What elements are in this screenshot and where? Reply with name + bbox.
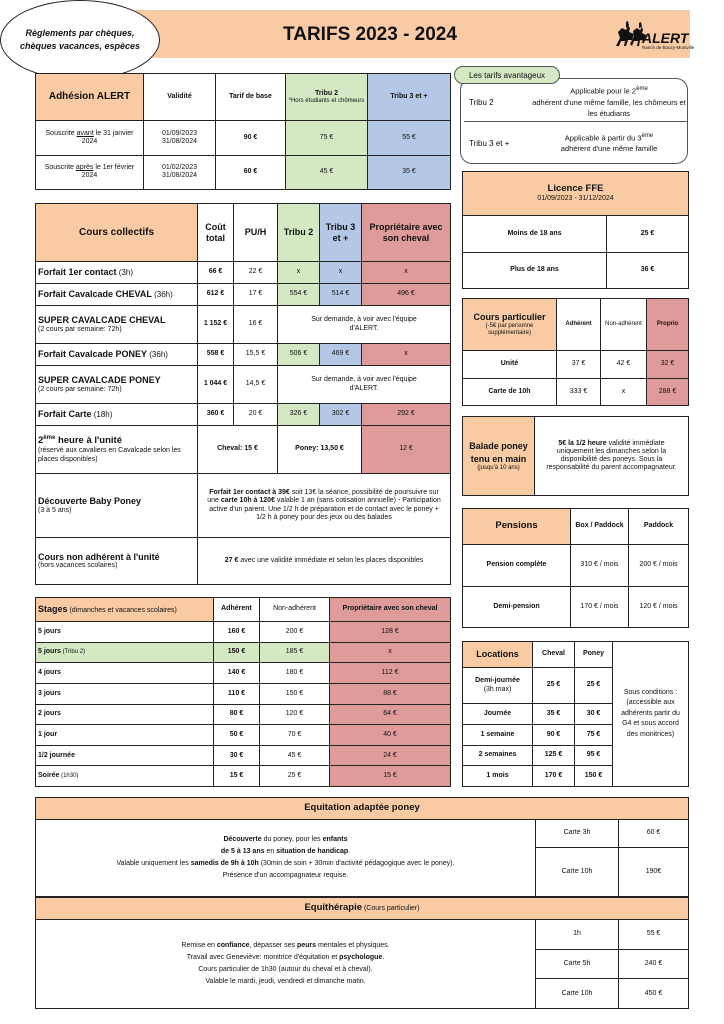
stages-row: 2 jours 80 € 120 € 64 €	[36, 704, 451, 725]
balade-text: 5€ la 1/2 heure validité immédiate uniquement les dimanches selon la disponibilité des poneys. Sous la responsabilité du parent accompagnateur.	[535, 417, 689, 496]
locations-table: Locations Cheval Poney Sous conditions : (accessible aux adhérents partir du G4 et sous accord des monitrices) Demi-journée (3h max) 25 € 25 € Journée 35 € 30 € 1 semaine 90 € 75 € 2 semaines 125 € 95 € 1 mois 170 € 150 €	[462, 641, 688, 787]
pensions-table: Pensions Box / Paddock Paddock Pension complète 310 € / mois 200 € / mois Demi-pension 170 € / mois 120 € / mois	[462, 508, 688, 628]
equitation-row: Découverte du poney, pour les enfants de 5 à 13 ans en situation de handicap. Valable uniquement les samedis de 9h à 10h (30min de soin + 30min d'activité pédagogique avec le poney). Présence d'un accompagnateur requise. Carte 3h 60 €	[36, 820, 689, 848]
adhesion-validity-header: Validité	[144, 74, 216, 121]
adhesion-tribu2-header: Tribu 2 *Hors étudiants et chômeurs	[286, 74, 368, 121]
cours-row-cavalcade-cheval: Forfait Cavalcade CHEVAL (36h) 612 € 17 € 554 € 514 € 496 €	[36, 284, 451, 306]
avantages-tribu2: Tribu 2 Applicable pour le 2ème adhérent d'une même famille, les chômeurs et les étudiants	[469, 85, 686, 118]
cours-collectifs-table	[35, 203, 450, 585]
adhesion-row-tribu3: 55 €	[368, 121, 451, 156]
adhesion-row	[36, 121, 451, 156]
avantages-title: Les tarifs avantageux	[454, 66, 560, 84]
ffe-header: Licence FFE 01/09/2023 - 31/12/2024	[463, 172, 689, 216]
adhesion-row-base: 90 €	[216, 121, 286, 156]
stages-row: 5 jours (Tribu 2) 150 € 185 € x	[36, 642, 451, 663]
stages-row: 1/2 journée 30 € 45 € 24 €	[36, 745, 451, 766]
cours-particulier-table: Cours particulier (-5€ par personne supplémentaire) Adhérent Non-adhérent Proprio Unité 37 € 42 € 32 € Carte de 10h 333 € x 288 €	[462, 298, 688, 406]
locations-conditions: Sous conditions : (accessible aux adhérents partir du G4 et sous accord des monitrices)	[613, 642, 689, 787]
locations-row: 2 semaines 125 € 95 €	[463, 745, 689, 766]
adhesion-row-tribu2: 75 €	[286, 121, 368, 156]
pensions-row: Pension complète 310 € / mois 200 € / mois	[463, 545, 689, 587]
particulier-row: Unité 37 € 42 € 32 €	[463, 351, 689, 379]
equitation-adaptee-table	[35, 797, 688, 897]
pensions-row: Demi-pension 170 € / mois 120 € / mois	[463, 586, 689, 628]
cours-row-carte: Forfait Carte (18h) 360 € 20 € 326 € 302 € 292 €	[36, 404, 451, 426]
stages-row: Soirée (1h30) 15 € 25 € 15 €	[36, 766, 451, 787]
cours-title: Cours collectifs	[36, 204, 198, 262]
adhesion-tribu3-header: Tribu 3 et +	[368, 74, 451, 121]
stages-row: 5 jours 160 € 200 € 128 €	[36, 622, 451, 643]
ffe-row: Plus de 18 ans 36 €	[463, 252, 689, 289]
cours-total-header: Coût total	[198, 204, 234, 262]
adhesion-title: Adhésion ALERT	[36, 74, 144, 121]
cours-tribu3-header: Tribu 3 et +	[320, 204, 362, 262]
stages-title: Stages (dimanches et vacances scolaires)	[36, 598, 214, 622]
equitherapie-row: Remise en confiance, dépasser ses peurs mentales et physiques. Travail avec Geneviève: monitrice d'équitation et psychologue. Cours particulier de 1h30 (autour du cheval et à cheval). Valable le mardi, jeudi, vendredi et dimanche matin. 1h 55 €	[36, 920, 689, 950]
balade-table	[462, 416, 688, 496]
equitation-row: Carte 10h 190€	[36, 848, 689, 897]
avantages-divider	[464, 121, 688, 122]
adhesion-row-base: 60 €	[216, 155, 286, 190]
equitherapie-row: Carte 5h 240 €	[36, 949, 689, 979]
adhesion-row	[36, 155, 451, 190]
cours-row-cavalcade-poney: Forfait Cavalcade PONEY (36h) 558 € 15,5 € 506 € 469 € x	[36, 344, 451, 366]
pensions-title: Pensions	[463, 509, 571, 545]
cours-row-super-cheval: SUPER CAVALCADE CHEVAL (2 cours par semaine: 72h) 1 152 € 16 € Sur demande, à voir avec l'équipe d'ALERT.	[36, 306, 451, 344]
adhesion-row-tribu3: 35 €	[368, 155, 451, 190]
locations-row: Demi-journée (3h max) 25 € 25 €	[463, 668, 689, 704]
cours-row-non-adherent: Cours non adhérent à l'unité (hors vacances scolaires) 27 € avec une validité immédiate et selon les places disponibles	[36, 538, 451, 585]
particulier-row: Carte de 10h 333 € x 288 €	[463, 378, 689, 406]
adhesion-row-label: Souscrite avant le 31 janvier 2024	[36, 121, 144, 156]
equitherapie-table	[35, 897, 688, 1009]
cours-tribu2-header: Tribu 2	[278, 204, 320, 262]
locations-row: 1 semaine 90 € 75 €	[463, 724, 689, 745]
cours-row-baby-poney: Découverte Baby Poney (3 à 5 ans) Forfait 1er contact à 39€ soit 13€ la séance, possibilité de poursuivre sur une carte 10h à 120€ valable 1 an (sans cotisation annuelle) - Participation active d'un parent. Une 1/2 h de préparation et de contact avec le poney + 1/2 h à poney pour des jeux ou des balades	[36, 474, 451, 538]
particulier-header: Cours particulier (-5€ par personne supplémentaire)	[463, 299, 557, 351]
adhesion-base-header: Tarif de base	[216, 74, 286, 121]
adhesion-row-label: Souscrite après le 1er février 2024	[36, 155, 144, 190]
equitation-description: Découverte du poney, pour les enfants de 5 à 13 ans en situation de handicap. Valable uniquement les samedis de 9h à 10h (30min de soin + 30min d'activité pédagogique avec le poney). Présence d'un accompagnateur requise.	[36, 820, 536, 897]
stages-row: 1 jour 50 € 70 € 40 €	[36, 725, 451, 746]
adhesion-row-validity: 01/09/2023 31/08/2024	[144, 121, 216, 156]
payment-note: Règlements par chèques, chèques vacances, espèces	[0, 0, 160, 80]
stages-table: Stages (dimanches et vacances scolaires) Adhérent Non-adhérent Propriétaire avec son cheval 5 jours 160 € 200 € 128 € 5 jours (Tribu 2) 150 € 185 € x 4 jours 140 € 180 € 112 € 3 jours 110 € 150 € 88 € 2 jours 80 € 120 € 64 € 1 jour 50 € 70 € 40 € 1/2 journée 30 € 45 € 24 € Soirée (1h30) 15 € 25 € 15 €	[35, 597, 450, 787]
cours-prop-header: Propriétaire avec son cheval	[362, 204, 451, 262]
locations-row: 1 mois 170 € 150 €	[463, 766, 689, 787]
logo-text: ALERT	[642, 30, 689, 46]
locations-title: Locations	[463, 642, 533, 668]
adhesion-row-validity: 01/02/2023 31/08/2024	[144, 155, 216, 190]
licence-ffe-table	[462, 171, 688, 289]
stages-row: 4 jours 140 € 180 € 112 €	[36, 663, 451, 684]
equitherapie-row: Carte 10h 450 €	[36, 979, 689, 1009]
avantages-tribu3: Tribu 3 et + Applicable à partir du 3ème adhérent d'une même famille	[469, 132, 658, 154]
logo-subtext: Ranch de Bouzy-Montville	[642, 45, 695, 50]
locations-row: Journée 35 € 30 €	[463, 704, 689, 725]
stages-row: 3 jours 110 € 150 € 88 €	[36, 683, 451, 704]
ffe-row: Moins de 18 ans 25 €	[463, 216, 689, 253]
adhesion-table	[35, 73, 450, 190]
page-title: TARIFS 2023 - 2024	[283, 24, 457, 45]
cours-row-deuxieme-heure: 2ème heure à l'unité (réservé aux cavaliers en Cavalcade selon les places disponibles) Cheval: 15 € Poney: 13,50 € 12 €	[36, 426, 451, 474]
equitherapie-title: Equithérapie (Cours particulier)	[36, 898, 689, 920]
logo	[612, 18, 695, 52]
cours-pu-header: PU/H	[234, 204, 278, 262]
equitherapie-description: Remise en confiance, dépasser ses peurs mentales et physiques. Travail avec Geneviève: monitrice d'équitation et psychologue. Cours particulier de 1h30 (autour du cheval et à cheval). Valable le mardi, jeudi, vendredi et dimanche matin.	[36, 920, 536, 1009]
cours-row-super-poney: SUPER CAVALCADE PONEY (2 cours par semaine: 72h) 1 044 € 14,5 € Sur demande, à voir avec l'équipe d'ALERT.	[36, 366, 451, 404]
balade-header: Balade poney tenu en main (jusqu'à 10 ans)	[463, 417, 535, 496]
equitation-title: Equitation adaptée poney	[36, 798, 689, 820]
adhesion-row-tribu2: 45 €	[286, 155, 368, 190]
cours-row-forfait1: Forfait 1er contact (3h) 66 € 22 € x x x	[36, 262, 451, 284]
